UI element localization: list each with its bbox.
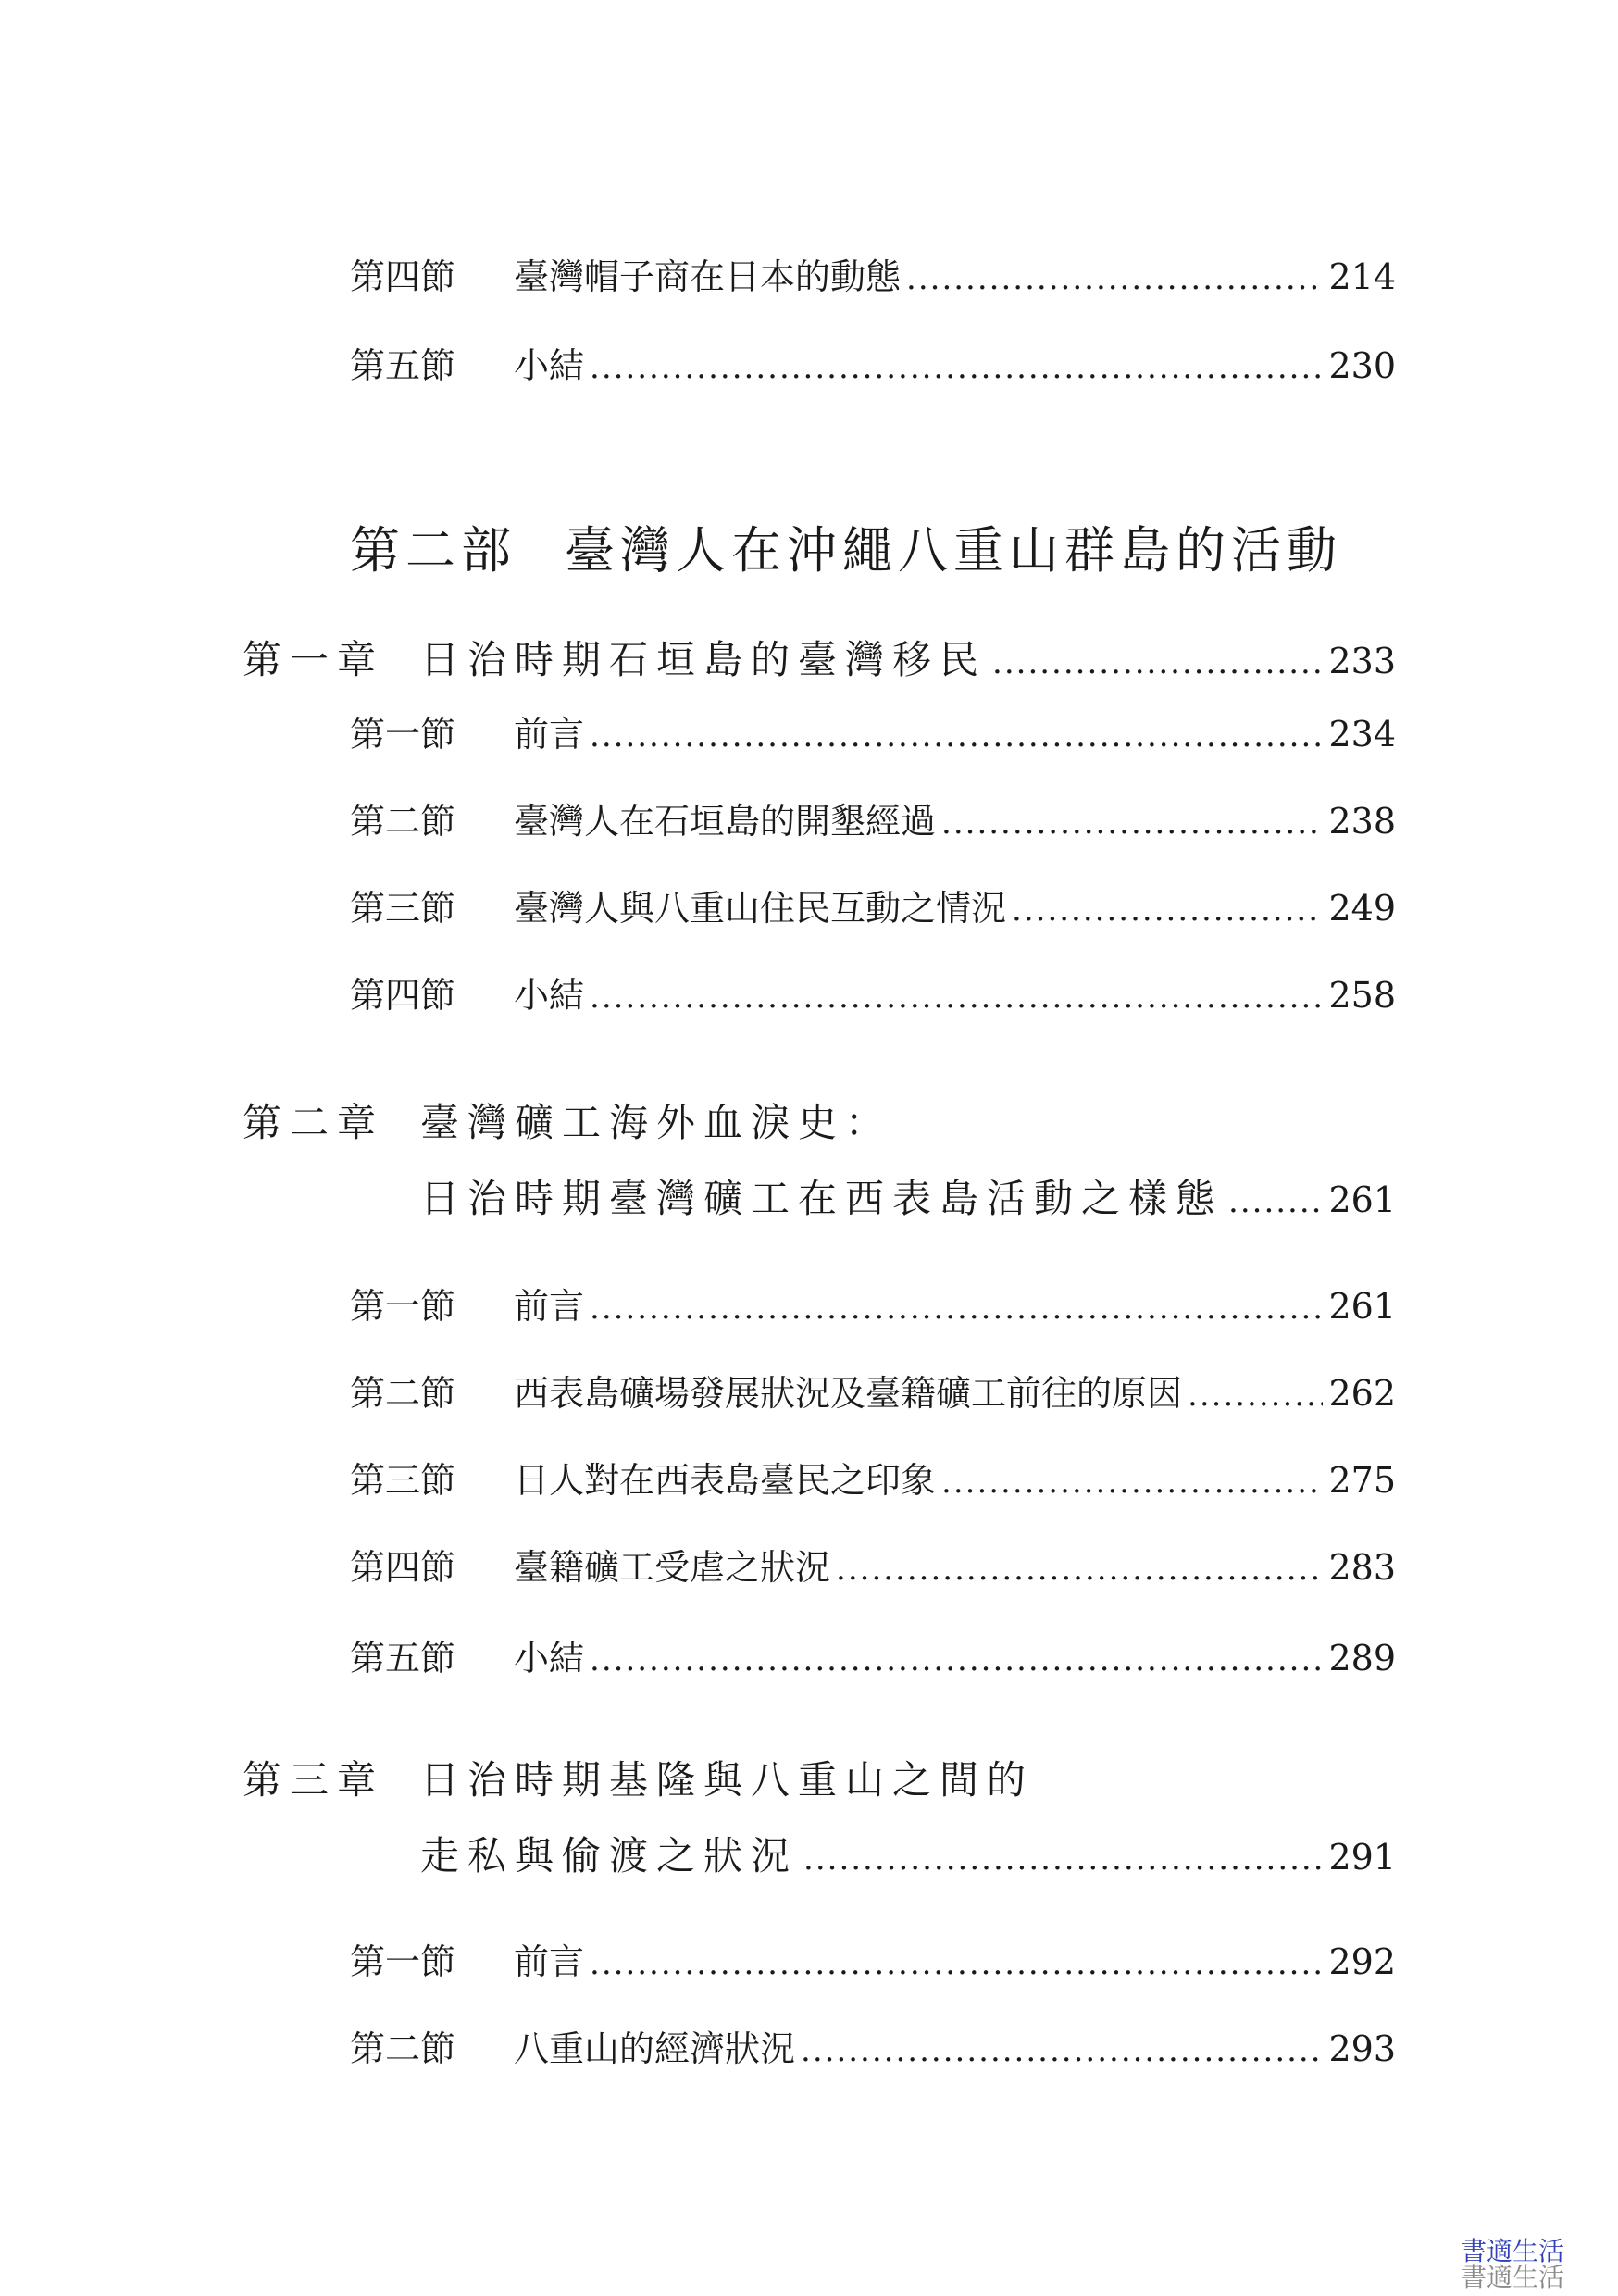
leader-dots <box>992 644 1323 681</box>
section-label: 第四節 <box>350 256 456 297</box>
chapter-page: 261 <box>1328 1179 1396 1220</box>
section-label: 第二節 <box>350 801 456 842</box>
section-page: 262 <box>1328 1373 1396 1414</box>
section-page: 293 <box>1328 2028 1396 2069</box>
section-label: 第二節 <box>350 1373 456 1414</box>
section-label: 第一節 <box>350 1941 456 1982</box>
chapter-page: 233 <box>1328 641 1396 681</box>
leader-dots <box>1012 892 1323 929</box>
leader-dots <box>590 349 1323 386</box>
section-label: 第一節 <box>350 714 456 755</box>
leader-dots <box>941 1464 1323 1501</box>
chapter-title: 日治時期石垣島的臺灣移民 <box>420 637 988 682</box>
section-title: 臺籍礦工受虐之狀況 <box>514 1547 831 1588</box>
section-title: 前言 <box>514 1941 585 1982</box>
section-page: 234 <box>1328 714 1396 755</box>
section-page: 214 <box>1328 256 1396 297</box>
part-label: 第二部 <box>350 521 517 580</box>
section-page: 230 <box>1328 345 1396 386</box>
toc-section-row <box>350 1933 1396 1984</box>
chapter-title-line1: 臺灣礦工海外血淚史： <box>420 1100 893 1145</box>
chapter-page: 291 <box>1328 1837 1396 1878</box>
section-label: 第四節 <box>350 1547 456 1588</box>
section-title: 小結 <box>514 975 585 1016</box>
part-title: 臺灣人在沖繩八重山群島的活動 <box>565 521 1342 580</box>
chapter-title-line2: 日治時期臺灣礦工在西表島活動之樣態 <box>420 1176 1224 1221</box>
toc-section-row <box>350 705 1396 756</box>
leader-dots <box>941 805 1323 842</box>
toc-section-row <box>350 792 1396 843</box>
watermark-text-shadow: 書適生活 <box>1460 2262 1564 2292</box>
leader-dots <box>590 718 1323 755</box>
section-title: 八重山的經濟狀況 <box>514 2028 796 2069</box>
toc-section-row <box>350 248 1396 299</box>
section-label: 第二節 <box>350 2028 456 2069</box>
chapter-label: 第三章 <box>243 1757 385 1803</box>
section-page: 283 <box>1328 1547 1396 1588</box>
chapter-title-line2: 走私與偷渡之狀況 <box>420 1833 799 1878</box>
toc-chapter-row <box>243 1750 1396 1805</box>
toc-section-row <box>350 1452 1396 1503</box>
section-title: 小結 <box>514 1638 585 1678</box>
section-title: 臺灣人在石垣島的開墾經過 <box>514 801 937 842</box>
leader-dots <box>1228 1183 1323 1220</box>
chapter-title-line1: 日治時期基隆與八重山之間的 <box>420 1757 1035 1803</box>
section-title: 前言 <box>514 1286 585 1327</box>
toc-section-row <box>350 880 1396 930</box>
toc-section-row <box>350 2020 1396 2071</box>
leader-dots <box>1188 1377 1323 1414</box>
section-title: 臺灣帽子商在日本的動態 <box>514 256 902 297</box>
section-label: 第五節 <box>350 1638 456 1678</box>
section-page: 249 <box>1328 888 1396 929</box>
section-page: 258 <box>1328 975 1396 1016</box>
chapter-label: 第一章 <box>243 637 385 682</box>
section-page: 289 <box>1328 1638 1396 1678</box>
section-label: 第一節 <box>350 1286 456 1327</box>
leader-dots <box>906 260 1323 297</box>
section-label: 第三節 <box>350 1460 456 1501</box>
leader-dots <box>836 1551 1323 1588</box>
leader-dots <box>590 1945 1323 1982</box>
toc-chapter-row-continued <box>420 1168 1396 1224</box>
part-heading <box>350 511 1342 582</box>
leader-dots <box>803 1841 1323 1878</box>
toc-section-row <box>350 1278 1396 1329</box>
toc-section-row <box>350 1539 1396 1590</box>
section-label: 第四節 <box>350 975 456 1016</box>
toc-section-row <box>350 967 1396 1017</box>
toc-chapter-row <box>243 1092 1396 1148</box>
leader-dots <box>590 1641 1323 1678</box>
section-title: 日人對在西表島臺民之印象 <box>514 1460 937 1501</box>
section-page: 292 <box>1328 1941 1396 1982</box>
leader-dots <box>801 2032 1323 2069</box>
toc-chapter-row <box>243 630 1396 685</box>
section-title: 臺灣人與八重山住民互動之情況 <box>514 888 1007 929</box>
toc-section-row <box>350 1629 1396 1680</box>
section-label: 第三節 <box>350 888 456 929</box>
section-title: 西表島礦場發展狀況及臺籍礦工前往的原因 <box>514 1373 1183 1414</box>
toc-section-row <box>350 337 1396 388</box>
section-title: 小結 <box>514 345 585 386</box>
leader-dots <box>590 979 1323 1016</box>
section-page: 261 <box>1328 1286 1396 1327</box>
section-page: 275 <box>1328 1460 1396 1501</box>
section-label: 第五節 <box>350 345 456 386</box>
toc-chapter-row-continued <box>420 1826 1396 1881</box>
watermark-text: 書適生活 <box>1460 2236 1564 2266</box>
toc-section-row <box>350 1365 1396 1416</box>
section-page: 238 <box>1328 801 1396 842</box>
section-title: 前言 <box>514 714 585 755</box>
leader-dots <box>590 1290 1323 1327</box>
chapter-label: 第二章 <box>243 1100 385 1145</box>
